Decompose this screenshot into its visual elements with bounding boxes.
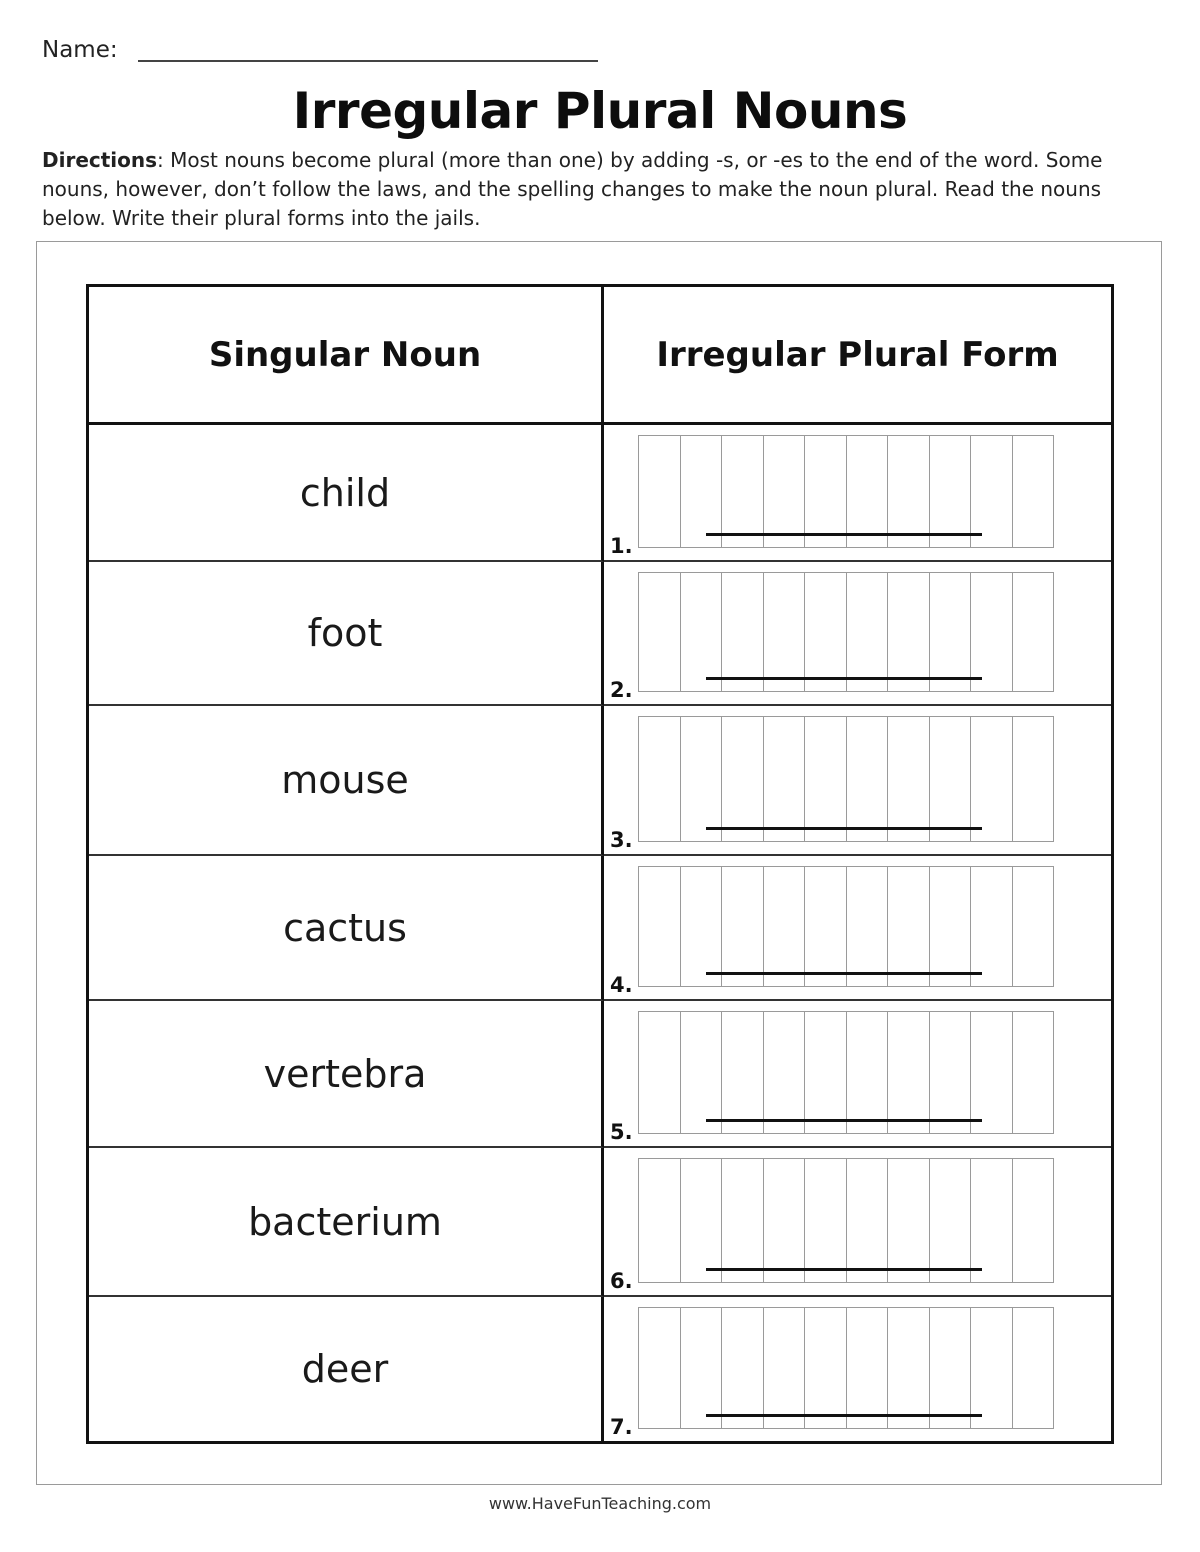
- header-irregular-plural-form: Irregular Plural Form: [656, 334, 1059, 375]
- answer-line[interactable]: [706, 677, 982, 680]
- worksheet-title: Irregular Plural Nouns: [292, 82, 908, 140]
- noun-cell-2: [89, 562, 604, 706]
- noun-cell-7: [89, 1297, 604, 1441]
- noun-cell-3: [89, 706, 604, 856]
- item-number: 7.: [610, 1415, 633, 1439]
- noun-cell-5: [89, 1001, 604, 1148]
- item-number: 4.: [610, 973, 633, 997]
- footer-url: www.HaveFunTeaching.com: [488, 1494, 712, 1513]
- answer-line[interactable]: [706, 1119, 982, 1122]
- noun-text: child: [299, 470, 391, 515]
- noun-text: cactus: [283, 905, 407, 950]
- item-number: 3.: [610, 828, 633, 852]
- directions-text: : Most nouns become plural (more than one) by adding -s, or -es to the end of the word. Some nouns, however, don’t follow the laws, and the spelling changes to make the noun plural. Read the nouns below. Write their plural forms into the jails.: [42, 148, 1103, 230]
- name-row: [42, 36, 598, 64]
- nouns-table: [86, 284, 1114, 1444]
- answer-line[interactable]: [706, 533, 982, 536]
- name-label: Name:: [42, 37, 118, 63]
- directions: [42, 146, 1157, 233]
- jail-box: [638, 716, 1054, 842]
- noun-cell-1: [89, 425, 604, 562]
- answer-cell-1: [604, 425, 1111, 562]
- noun-cell-4: [89, 856, 604, 1001]
- jail-box: [638, 435, 1054, 548]
- jail-box: [638, 1158, 1054, 1283]
- answer-cell-4: [604, 856, 1111, 1001]
- item-number: 1.: [610, 534, 633, 558]
- answer-cell-3: [604, 706, 1111, 856]
- header-singular-noun: Singular Noun: [208, 334, 482, 375]
- item-number: 2.: [610, 678, 633, 702]
- answer-line[interactable]: [706, 1414, 982, 1417]
- answer-cell-7: [604, 1297, 1111, 1441]
- answer-cell-2: [604, 562, 1111, 706]
- noun-text: mouse: [281, 758, 409, 802]
- item-number: 6.: [610, 1269, 633, 1293]
- header-plural-cell: [604, 287, 1111, 425]
- noun-cell-6: [89, 1148, 604, 1297]
- answer-line[interactable]: [706, 1268, 982, 1271]
- noun-text: deer: [301, 1347, 389, 1391]
- answer-line[interactable]: [706, 972, 982, 975]
- answer-cell-5: [604, 1001, 1111, 1148]
- header-singular-cell: [89, 287, 604, 425]
- answer-cell-6: [604, 1148, 1111, 1297]
- name-input-line[interactable]: [138, 60, 598, 62]
- answer-line[interactable]: [706, 827, 982, 830]
- noun-text: bacterium: [248, 1199, 442, 1244]
- jail-box: [638, 572, 1054, 692]
- jail-box: [638, 1307, 1054, 1429]
- jail-box: [638, 1011, 1054, 1134]
- directions-label: Directions: [42, 148, 158, 172]
- item-number: 5.: [610, 1120, 633, 1144]
- noun-text: foot: [307, 611, 383, 655]
- noun-text: vertebra: [263, 1051, 427, 1096]
- jail-box: [638, 866, 1054, 987]
